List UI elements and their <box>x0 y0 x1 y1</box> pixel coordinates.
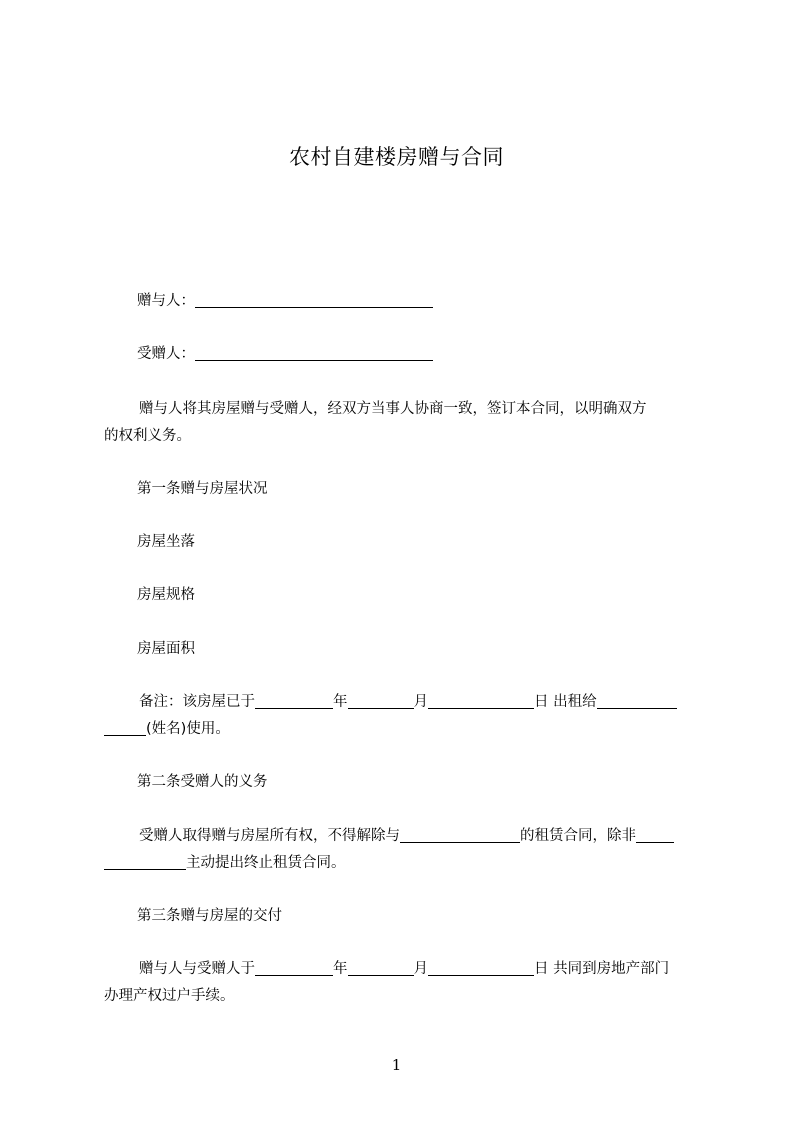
remark-line1 <box>139 692 677 712</box>
duty-line2 <box>104 853 346 873</box>
intro-paragraph-line1: 赠与人将其房屋赠与受赠人，经双方当事人协商一致，签订本合同，以明确双方 <box>139 401 647 417</box>
day-rent-text: 日 出租给 <box>534 694 597 710</box>
tenant-blank-part1 <box>597 693 677 709</box>
duty-suffix: 主动提出终止租赁合同。 <box>186 855 346 871</box>
rent-year-blank <box>255 693 333 709</box>
donor-line <box>137 291 433 311</box>
donee-name-blank <box>195 345 433 361</box>
delivery-month-blank <box>348 960 414 976</box>
article2-heading: 第二条受赠人的义务 <box>137 774 268 790</box>
intro-paragraph-line2: 的权利义务。 <box>104 428 191 444</box>
remark-suffix: (姓名)使用。 <box>146 721 230 737</box>
house-spec-label: 房屋规格 <box>137 587 195 603</box>
duty-prefix: 受赠人取得赠与房屋所有权，不得解除与 <box>139 828 400 844</box>
rent-month-blank <box>348 693 414 709</box>
year-unit: 年 <box>333 694 348 710</box>
article1-heading: 第一条赠与房屋状况 <box>137 481 268 497</box>
donee-line <box>137 344 433 364</box>
delivery-year-unit: 年 <box>333 961 348 977</box>
house-location-label: 房屋坐落 <box>137 534 195 550</box>
delivery-line1 <box>139 959 669 979</box>
party-blank-part2 <box>104 854 186 870</box>
tenant-name-blank <box>400 827 520 843</box>
delivery-year-blank <box>255 960 333 976</box>
remark-line2 <box>104 719 230 739</box>
tenant-blank-part2 <box>104 720 146 736</box>
duty-middle: 的租赁合同，除非 <box>520 828 636 844</box>
page-number: 1 <box>391 1056 402 1074</box>
delivery-day-text: 日 共同到房地产部门 <box>534 961 670 977</box>
delivery-line2: 办理产权过户手续。 <box>104 988 235 1004</box>
month-unit: 月 <box>413 694 428 710</box>
donor-name-blank <box>195 292 433 308</box>
remark-prefix: 备注：该房屋已于 <box>139 694 255 710</box>
house-area-label: 房屋面积 <box>137 641 195 657</box>
donee-label: 受赠人： <box>137 346 195 362</box>
article3-heading: 第三条赠与房屋的交付 <box>137 908 282 924</box>
delivery-day-blank <box>428 960 534 976</box>
delivery-month-unit: 月 <box>413 961 428 977</box>
rent-day-blank <box>428 693 534 709</box>
donor-label: 赠与人： <box>137 293 195 309</box>
document-title: 农村自建楼房赠与合同 <box>289 145 504 169</box>
duty-line1 <box>139 826 674 846</box>
party-blank-part1 <box>636 827 674 843</box>
delivery-prefix: 赠与人与受赠人于 <box>139 961 255 977</box>
